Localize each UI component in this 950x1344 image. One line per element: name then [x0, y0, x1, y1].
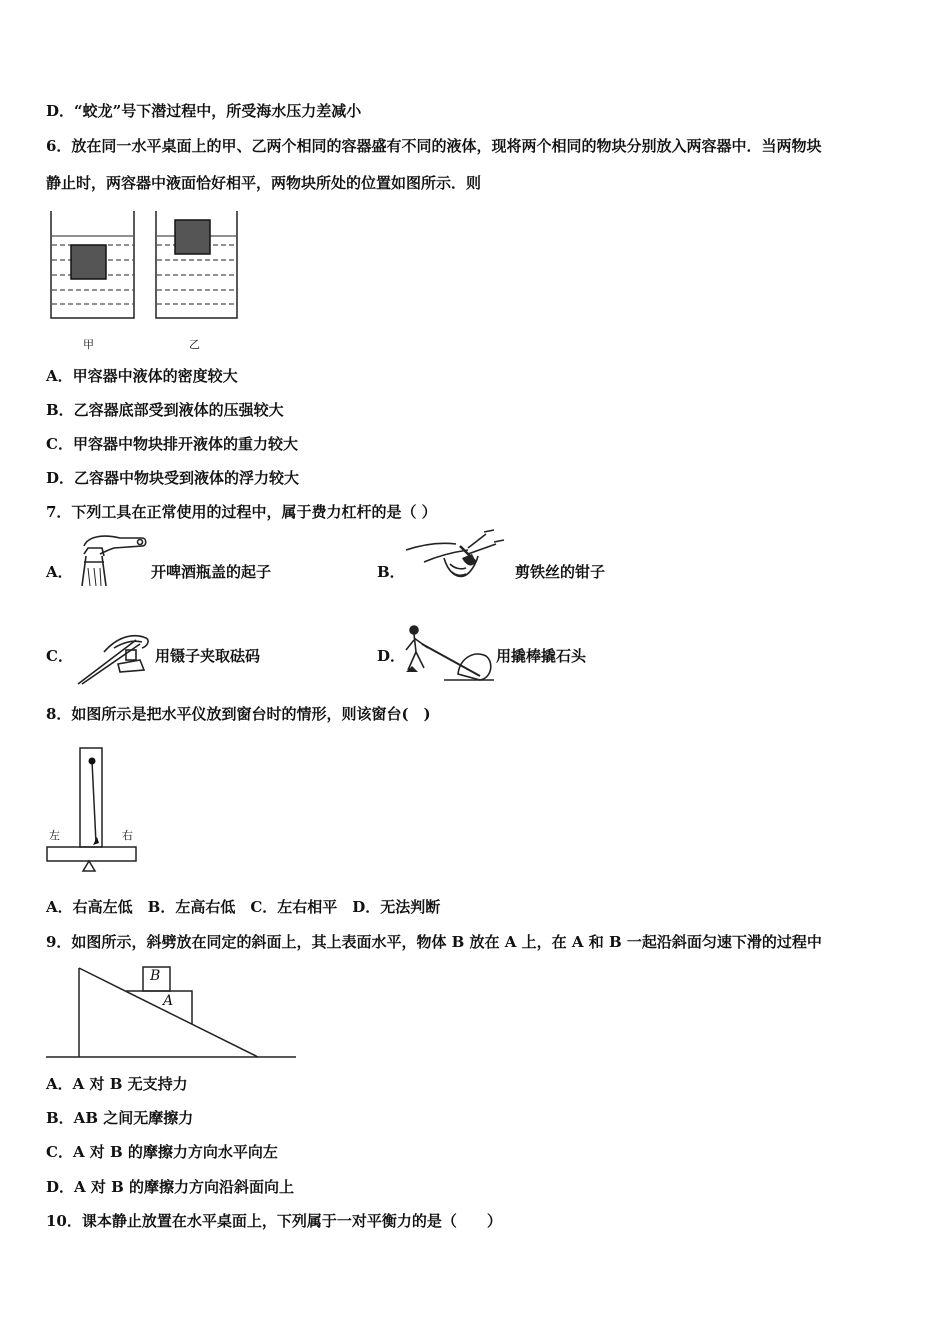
- label-yi: 乙: [189, 338, 200, 351]
- q7-stem: 7．下列工具在正常使用的过程中，属于费力杠杆的是（ ）: [46, 503, 437, 521]
- q7-d-letter: D．: [377, 647, 406, 665]
- q10-stem: 10．课本静止放置在水平桌面上，下列属于一对平衡力的是（ ）: [46, 1212, 502, 1230]
- crowbar-man-icon: [400, 622, 496, 684]
- q7-c-letter: C．: [46, 647, 73, 665]
- q5-option-d: D．“蛟龙”号下潜过程中，所受海水压力差减小: [46, 102, 362, 120]
- block-yi: [175, 220, 210, 254]
- bottle-opener-icon: [74, 532, 150, 588]
- q7-b-text: 剪铁丝的钳子: [515, 563, 606, 581]
- q7-d-text: 用撬棒撬石头: [496, 647, 587, 665]
- tweezers-icon: [74, 630, 154, 686]
- label-a: A: [163, 993, 174, 1009]
- label-left: 左: [49, 829, 60, 842]
- q6-stem-line-2: 静止时，两容器中液面恰好相平，两物块所处的位置如图所示．则: [46, 174, 482, 192]
- level-instrument-figure: [45, 745, 140, 875]
- q9-stem: 9．如图所示，斜劈放在同定的斜面上，其上表面水平，物体 B 放在 A 上，在 A 和 B 一起沿斜面匀速下滑的过程中: [46, 933, 822, 951]
- q7-a-letter: A．: [46, 563, 73, 581]
- q6-containers-figure: [45, 208, 245, 353]
- pliers-hand-icon: [404, 528, 514, 588]
- q9-option-d: D．A 对 B 的摩擦力方向沿斜面向上: [46, 1178, 294, 1196]
- q8-options: A．右高左低 B．左高右低 C．左右相平 D．无法判断: [46, 898, 441, 916]
- q6-stem-line-1: 6．放在同一水平桌面上的甲、乙两个相同的容器盛有不同的液体，现将两个相同的物块分别放入两容器中．当两物块: [46, 137, 822, 155]
- q9-option-c: C．A 对 B 的摩擦力方向水平向左: [46, 1143, 278, 1161]
- q6-option-c: C．甲容器中物块排开液体的重力较大: [46, 435, 298, 453]
- q6-option-b: B．乙容器底部受到液体的压强较大: [46, 401, 284, 419]
- label-right: 右: [122, 829, 133, 842]
- q7-c-text: 用镊子夹取砝码: [155, 647, 261, 665]
- label-b: B: [150, 968, 161, 984]
- q7-b-letter: B．: [377, 563, 405, 581]
- incline-figure: [44, 964, 300, 1062]
- q7-a-text: 开啤酒瓶盖的起子: [151, 563, 272, 581]
- q8-stem: 8．如图所示是把水平仪放到窗台时的情形，则该窗台( ): [46, 705, 431, 723]
- block-jia: [71, 245, 106, 279]
- q9-option-b: B．AB 之间无摩擦力: [46, 1109, 194, 1127]
- q9-option-a: A．A 对 B 无支持力: [46, 1075, 188, 1093]
- q6-option-a: A．甲容器中液体的密度较大: [46, 367, 238, 385]
- label-jia: 甲: [83, 338, 94, 351]
- q6-option-d: D．乙容器中物块受到液体的浮力较大: [46, 469, 300, 487]
